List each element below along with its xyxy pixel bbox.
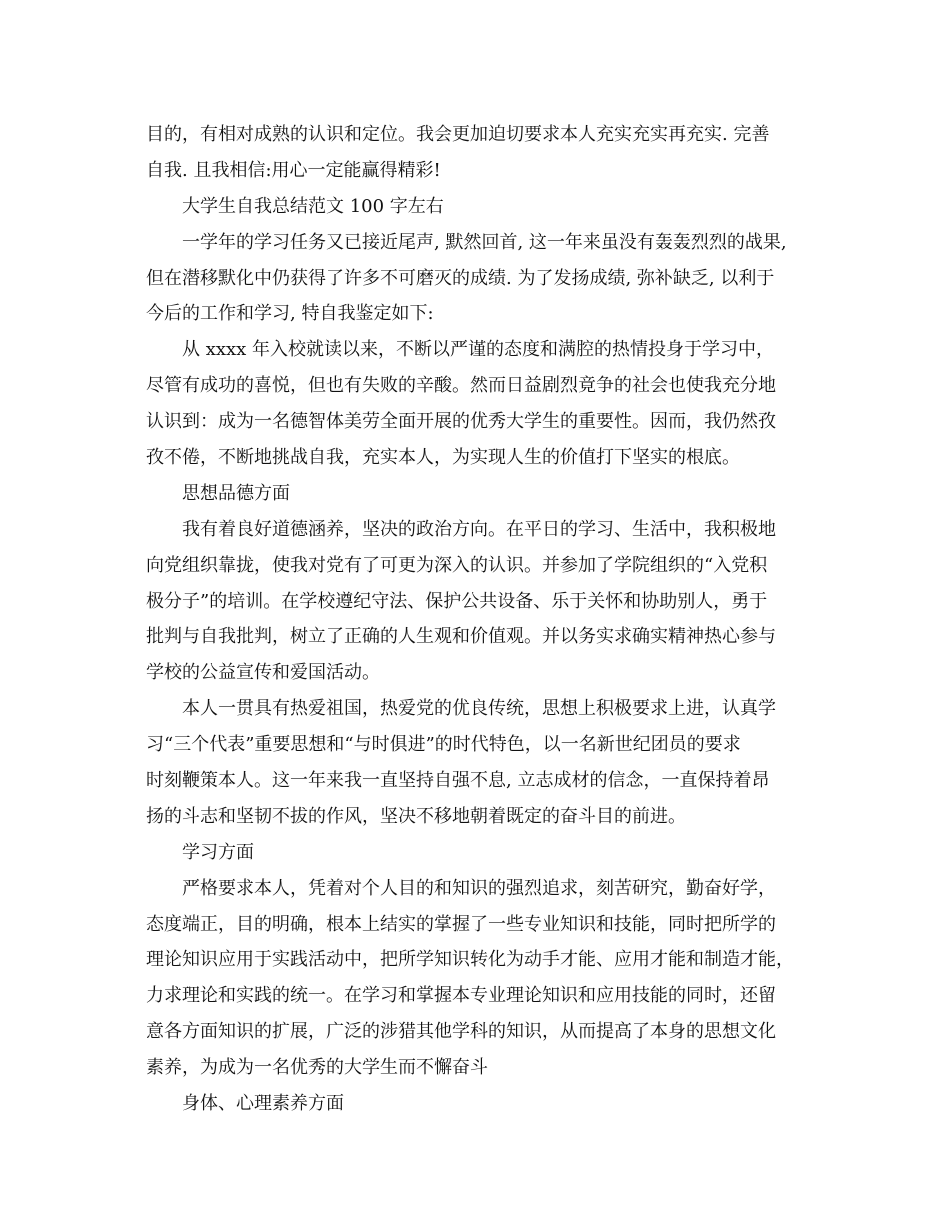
section-heading: 身体、心理素养方面 xyxy=(182,1093,344,1115)
paragraph-line: 尽管有成功的喜悦，但也有失败的辛酸。然而日益剧烈竟争的社会也使我充分地 xyxy=(146,375,776,397)
paragraph-line: 意各方面知识的扩展，广泛的涉猎其他学科的知识，从而提高了本身的思想文化 xyxy=(146,1021,776,1043)
paragraph-line: 孜不倦，不断地挑战自我，充实本人，为实现人生的价值打下坚实的根底。 xyxy=(146,447,740,469)
paragraph-line: 力求理论和实践的统一。在学习和掌握本专业理论知识和应用技能的同时，还留 xyxy=(146,985,776,1007)
paragraph-line: 今后的工作和学习, 特自我鉴定如下: xyxy=(146,303,434,325)
paragraph-line: 素养，为成为一名优秀的大学生而不懈奋斗 xyxy=(146,1057,488,1079)
paragraph-line: 习“三个代表”重要思想和“与时俱进”的时代特色，以一名新世纪团员的要求 xyxy=(146,734,741,756)
paragraph-line: 批判与自我批判，树立了正确的人生观和价值观。并以务实求确实精神热心参与 xyxy=(146,626,776,648)
paragraph-line: 态度端正，目的明确，根本上结实的掌握了一些专业知识和技能，同时把所学的 xyxy=(146,913,776,935)
document-body xyxy=(146,117,810,1122)
paragraph-line: 扬的斗志和坚韧不拔的作风，坚决不移地朝着既定的奋斗目的前进。 xyxy=(146,805,686,827)
paragraph-line: 但在潜移默化中仍获得了许多不可磨灭的成绩. 为了发扬成绩, 弥补缺乏, 以利于 xyxy=(146,267,775,289)
paragraph-line: 严格要求本人，凭着对个人目的和知识的强烈追求，刻苦研究，勤奋好学， xyxy=(182,877,776,899)
paragraph-line: 认识到：成为一名德智体美劳全面开展的优秀大学生的重要性。因而，我仍然孜 xyxy=(146,411,776,433)
section-heading: 大学生自我总结范文 100 字左右 xyxy=(182,195,444,217)
paragraph-line: 自我. 且我相信:用心一定能赢得精彩! xyxy=(146,159,441,181)
paragraph-line: 本人一贯具有热爱祖国，热爱党的优良传统，思想上积极要求上进，认真学 xyxy=(182,698,776,720)
paragraph-line: 理论知识应用于实践活动中，把所学知识转化为动手才能、应用才能和制造才能， xyxy=(146,949,794,971)
paragraph-line: 学校的公益宣传和爱国活动。 xyxy=(146,662,380,684)
paragraph-line: 目的，有相对成熟的认识和定位。我会更加迫切要求本人充实充实再充实. 完善 xyxy=(146,124,770,145)
paragraph-line: 我有着良好道德涵养，坚决的政治方向。在平日的学习、生活中，我积极地 xyxy=(182,518,776,540)
paragraph-line: 极分子”的培训。在学校遵纪守法、保护公共设备、乐于关怀和协助别人，勇于 xyxy=(146,590,768,612)
paragraph-line: 从 xxxx 年入校就读以来，不断以严谨的态度和满腔的热情投身于学习中， xyxy=(182,339,775,361)
section-heading: 思想品德方面 xyxy=(182,482,290,504)
paragraph-line: 时刻鞭策本人。这一年来我一直坚持自强不息, 立志成材的信念，一直保持着昂 xyxy=(146,770,770,792)
paragraph-line: 一学年的学习任务又已接近尾声, 默然回首, 这一年来虽没有轰轰烈烈的战果, xyxy=(182,231,787,253)
section-heading: 学习方面 xyxy=(182,841,254,863)
paragraph-line: 向党组织靠拢，使我对党有了可更为深入的认识。并参加了学院组织的“入党积 xyxy=(146,554,768,576)
